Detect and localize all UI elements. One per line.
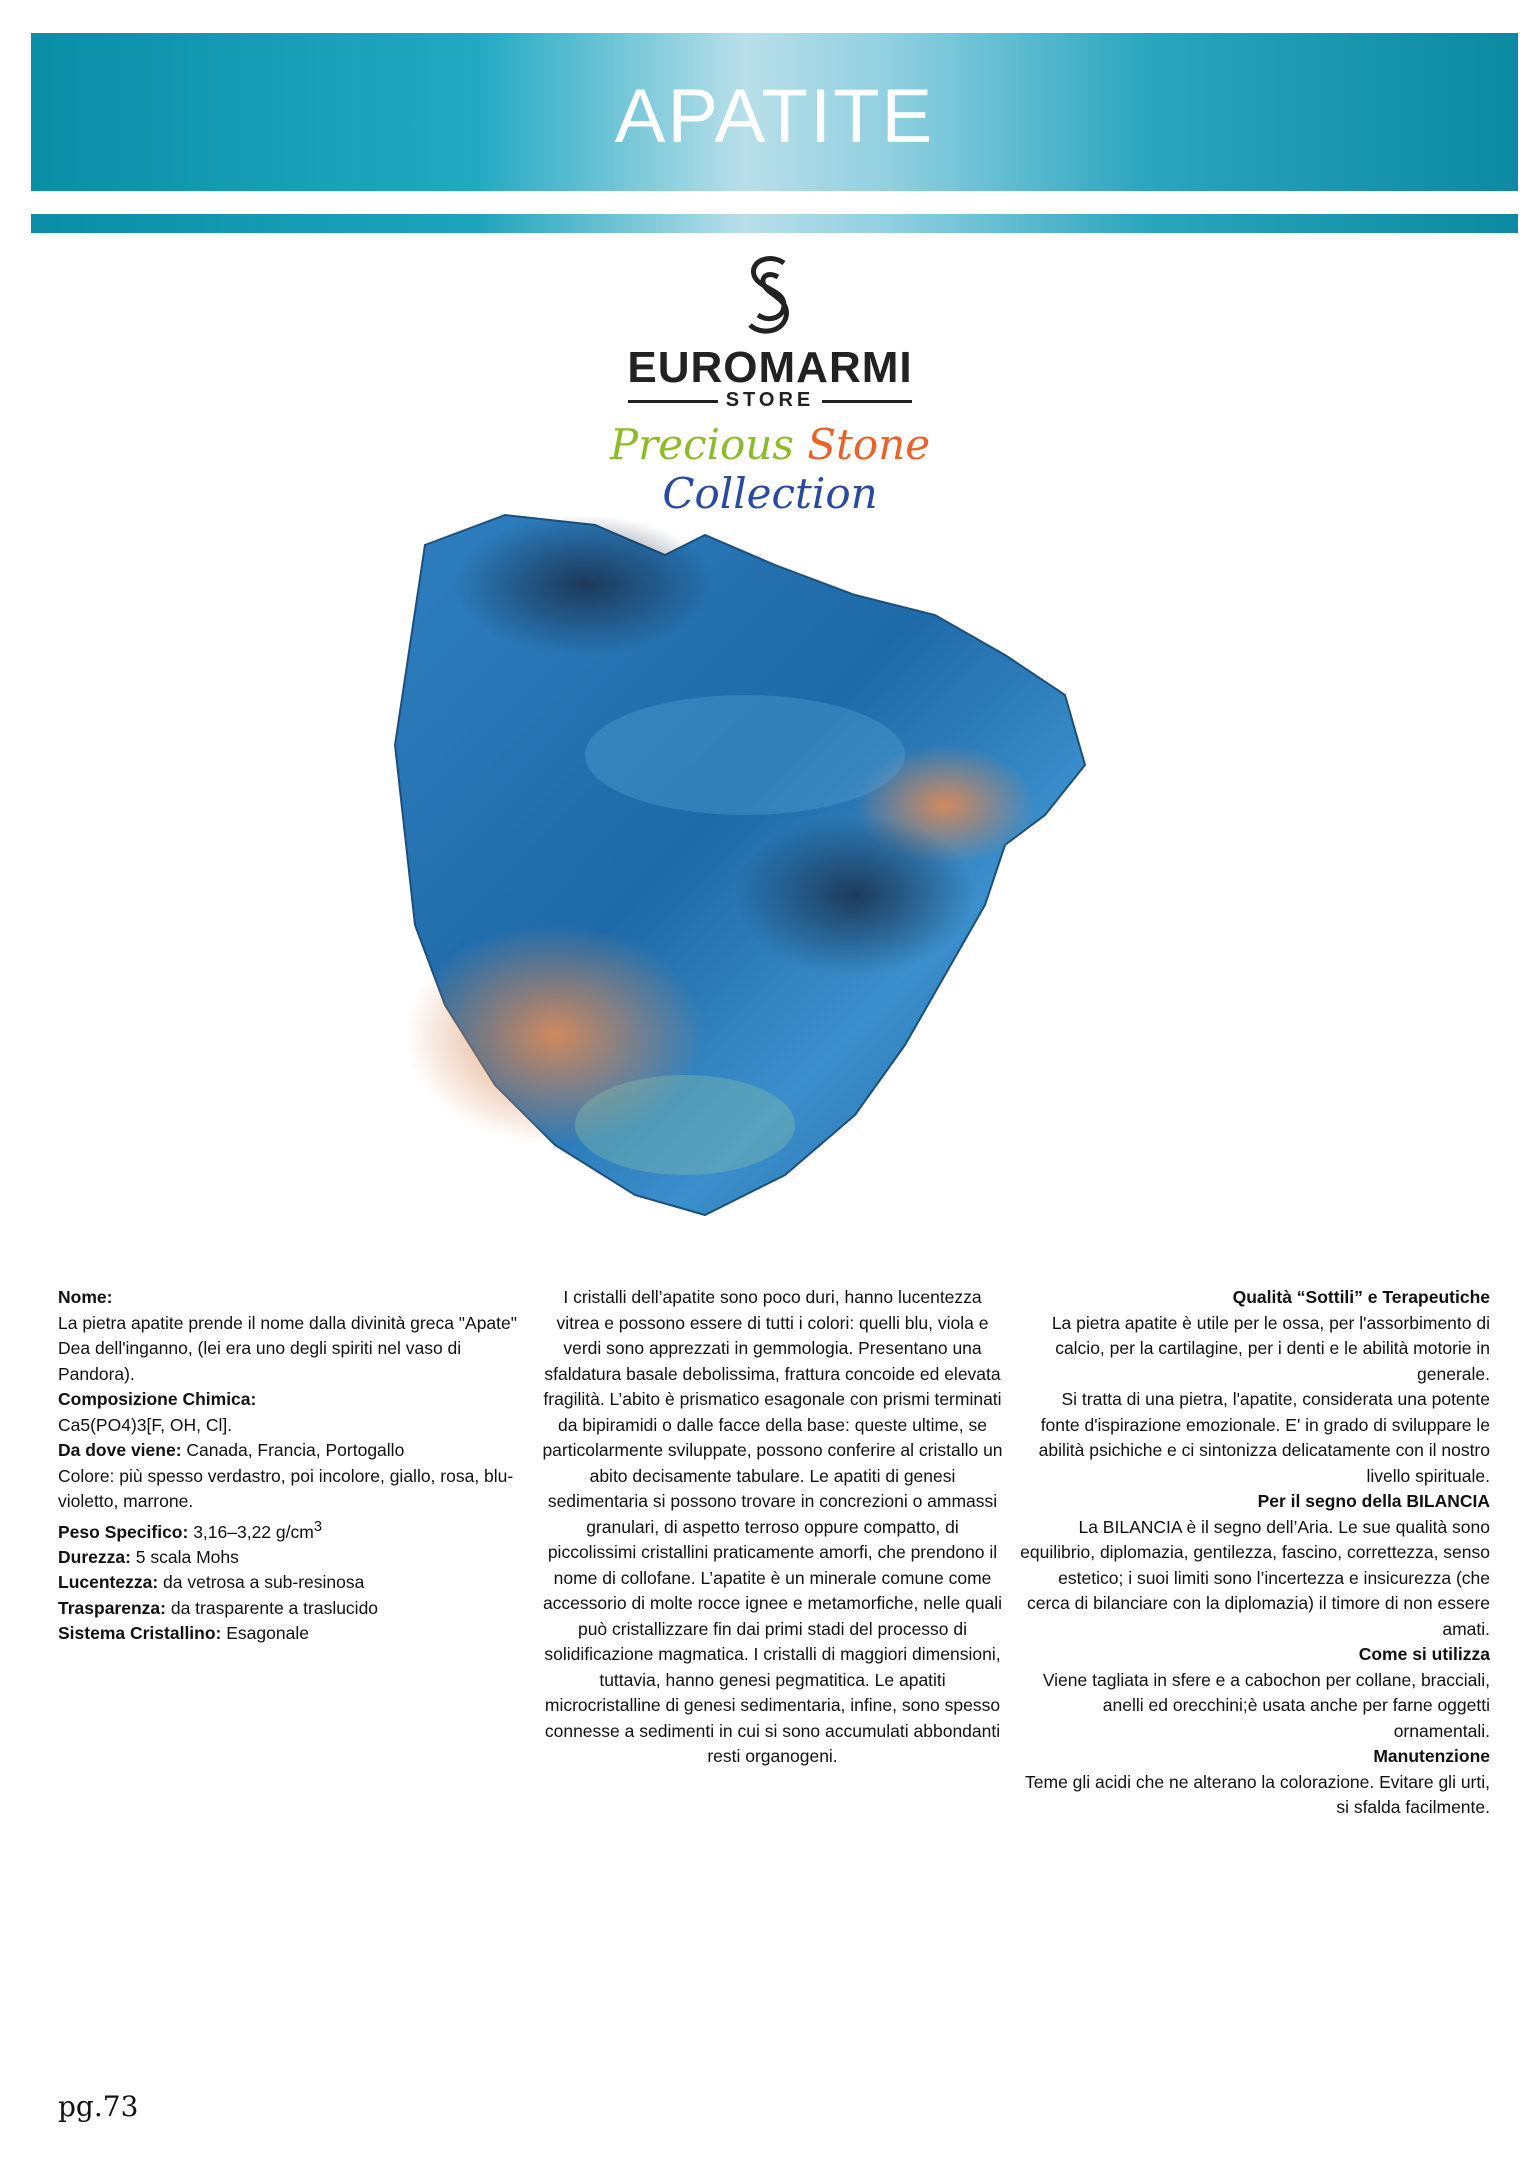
- composizione-value: Ca5(PO4)3[F, OH, Cl].: [58, 1414, 233, 1435]
- logo-rule-right: [822, 400, 912, 403]
- page-title: APATITE: [614, 74, 935, 159]
- apatite-stone-image: [385, 505, 1175, 1245]
- peso-label: Peso Specifico:: [58, 1521, 189, 1542]
- trasparenza-label: Trasparenza:: [58, 1597, 166, 1618]
- logo-brand-name: EUROMARMI: [627, 343, 913, 392]
- uso-heading: Come si utilizza: [1358, 1644, 1490, 1664]
- manutenzione-heading: Manutenzione: [1373, 1746, 1490, 1766]
- tagline-word-stone: Stone: [807, 420, 931, 469]
- nome-text: La pietra apatite prende il nome dalla divinità greca "Apate" Dea dell'inganno, (lei era uno degli spiriti nel vaso di Pandora).: [58, 1312, 517, 1384]
- peso-value: 3,16–3,22 g/cm: [188, 1521, 314, 1542]
- trasparenza-value: da trasparente a traslucido: [165, 1597, 379, 1618]
- header-divider: [31, 214, 1518, 233]
- colore-text: Colore: più spesso verdastro, poi incolore, giallo, rosa, blu-violetto, marrone.: [58, 1465, 514, 1511]
- logo-store-label: STORE: [725, 389, 815, 411]
- middle-column: [540, 1285, 1005, 1770]
- header-banner: [31, 33, 1518, 191]
- tagline-word-precious: Precious: [609, 420, 794, 469]
- description-text: I cristalli dell’apatite sono poco duri, hanno lucentezza vitrea e possono essere di tutti i colori: quelli blu, viola e verdi sono apprezzati in gemmologia. Presentano una sfaldatura basale debolissima, frattura concoide ed elevata fragilità. L’abito è prismatico esagonale con prismi terminati da bipiramidi o dalle facce della base: queste ultime, se particolarmente sviluppate, possono conferire al cristallo un abito decisamente tabulare. Le apatiti di genesi sedimentaria si possono trovare in concrezioni o ammassi granulari, di aspetto terroso oppure compatto, di piccolissimi cristallini praticamente amorfi, che prendono il nome di collofane. L’apatite è un minerale comune come accessorio di molte rocce ignee e metamorfiche, nelle quali può cristallizzare fin dai primi stadi del processo di solidificazione magmatica. I cristalli di maggiori dimensioni, tuttavia, hanno genesi pegmatitica. Le apatiti microcristalline di genesi sedimentaria, infine, sono spesso connesse a sedimenti in cui si sono accumulati abbondanti resti organogeni.: [542, 1287, 1003, 1766]
- qualita-heading: Qualità “Sottili” e Terapeutiche: [1232, 1287, 1490, 1307]
- sistema-value: Esagonale: [221, 1623, 309, 1644]
- peso-superscript: 3: [313, 1518, 322, 1535]
- uso-text: Viene tagliata in sfere e a cabochon per collane, bracciali, anelli ed orecchini;è usata anche per farne oggetti ornamentali.: [1042, 1669, 1490, 1741]
- qualita-text-1: La pietra apatite è utile per le ossa, per l'assorbimento di calcio, per la cartilagine, per i denti e le abilità motorie in generale.: [1051, 1312, 1490, 1384]
- durezza-label: Durezza:: [58, 1546, 131, 1567]
- provenienza-label: Da dove viene:: [58, 1440, 182, 1460]
- tagline: [560, 420, 980, 518]
- euromarmi-s-mark-icon: [740, 255, 800, 340]
- left-column: [58, 1285, 528, 1647]
- sistema-label: Sistema Cristallino:: [58, 1623, 222, 1644]
- lucentezza-label: Lucentezza:: [58, 1572, 159, 1593]
- nome-label: Nome:: [58, 1287, 113, 1307]
- page-number: pg.73: [58, 2090, 139, 2123]
- tagline-word-collection: Collection: [662, 469, 878, 518]
- segno-text: La BILANCIA è il segno dell’Aria. Le sue qualità sono equilibrio, diplomazia, gentilezza, fascino, correttezza, senso estetico; i suoi limiti sono l’incertezza e insicurezza (che cerca di bilanciare con la diplomazia) il timore di non essere amati.: [1020, 1516, 1490, 1639]
- manutenzione-text: Teme gli acidi che ne alterano la colorazione. Evitare gli urti, si sfalda facilmente.: [1025, 1771, 1490, 1817]
- provenienza-value: Canada, Francia, Portogallo: [181, 1440, 405, 1460]
- lucentezza-value: da vetrosa a sub-resinosa: [158, 1572, 365, 1593]
- euromarmi-logo: [620, 255, 920, 415]
- qualita-text-2: Si tratta di una pietra, l'apatite, considerata una potente fonte d'ispirazione emozionale. E' in grado di sviluppare le abilità psichiche e ci sintonizza delicatamente con il nostro livello spirituale.: [1038, 1389, 1490, 1486]
- durezza-value: 5 scala Mohs: [130, 1546, 239, 1567]
- segno-heading: Per il segno della BILANCIA: [1257, 1491, 1490, 1511]
- right-column: [1020, 1285, 1490, 1821]
- composizione-label: Composizione Chimica:: [58, 1389, 257, 1409]
